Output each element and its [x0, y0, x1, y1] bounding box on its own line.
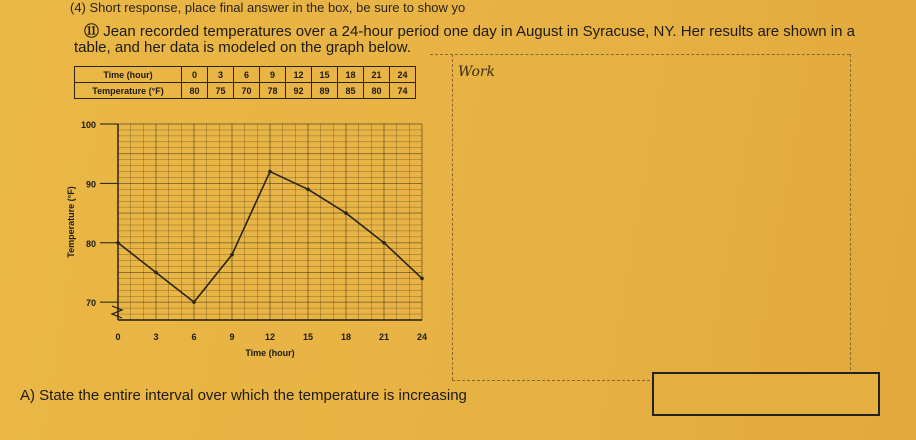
data-point — [382, 241, 386, 245]
work-area-right-border — [850, 54, 851, 380]
temperature-cell: 89 — [312, 83, 338, 99]
work-label: Work — [458, 64, 496, 80]
temperature-cell: 75 — [208, 83, 234, 99]
data-point — [116, 241, 120, 245]
temperature-chart — [60, 110, 440, 365]
time-cell: 21 — [364, 67, 390, 83]
question-number: ⑪ — [84, 23, 100, 40]
data-point — [306, 188, 310, 192]
time-cell: 18 — [338, 67, 364, 83]
work-area-top-border — [430, 54, 850, 55]
temperature-cell: 74 — [390, 83, 416, 99]
data-point — [344, 211, 348, 215]
x-tick-label: 18 — [340, 332, 352, 342]
y-tick-label: 70 — [85, 298, 96, 309]
temperature-cell: 92 — [286, 83, 312, 99]
x-tick-label: 6 — [191, 332, 197, 342]
x-tick-label: 24 — [416, 332, 428, 342]
time-cell: 15 — [312, 67, 338, 83]
data-point — [230, 253, 234, 257]
question-text-1: Jean recorded temperatures over a 24-hour period one day in August in Syracuse, NY. Her results are shown in a — [103, 23, 855, 40]
question-line-1 — [84, 20, 855, 41]
data-table — [74, 66, 416, 99]
y-tick-label: 80 — [85, 238, 96, 249]
x-tick-label: 21 — [378, 332, 390, 342]
data-point — [154, 271, 158, 275]
temperature-cell: 85 — [338, 83, 364, 99]
work-area-left-border — [452, 54, 453, 380]
temperature-row — [75, 83, 416, 99]
x-tick-label: 0 — [115, 332, 121, 342]
question-line-2: table, and her data is modeled on the graph below. — [74, 39, 411, 56]
time-row — [75, 67, 416, 83]
time-cell: 6 — [234, 67, 260, 83]
temperature-cell: 80 — [364, 83, 390, 99]
time-cell: 0 — [182, 67, 208, 83]
time-row-label: Time (hour) — [75, 67, 182, 83]
time-cell: 12 — [286, 67, 312, 83]
data-point — [268, 170, 272, 174]
data-point — [420, 277, 424, 281]
temperature-row-label: Temperature (°F) — [75, 83, 182, 99]
x-tick-label: 9 — [229, 332, 235, 342]
temperature-cell: 78 — [260, 83, 286, 99]
part-a-question: A) State the entire interval over which the temperature is increasing — [20, 387, 467, 404]
axis-break-mark — [112, 306, 122, 318]
x-tick-label: 12 — [264, 332, 276, 342]
y-tick-label: 100 — [80, 120, 96, 130]
time-cell: 3 — [208, 67, 234, 83]
time-cell: 9 — [260, 67, 286, 83]
time-cell: 24 — [390, 67, 416, 83]
temperature-cell: 70 — [234, 83, 260, 99]
answer-box[interactable] — [652, 372, 880, 416]
x-tick-label: 15 — [302, 332, 314, 342]
y-axis-title: Temperature (°F) — [66, 186, 76, 258]
instructions-header: (4) Short response, place final answer in the box, be sure to show yo — [70, 0, 466, 15]
data-point — [192, 300, 196, 304]
temperature-cell: 80 — [182, 83, 208, 99]
x-tick-label: 3 — [153, 332, 159, 342]
y-tick-label: 90 — [85, 179, 96, 190]
x-axis-title: Time (hour) — [245, 348, 295, 358]
